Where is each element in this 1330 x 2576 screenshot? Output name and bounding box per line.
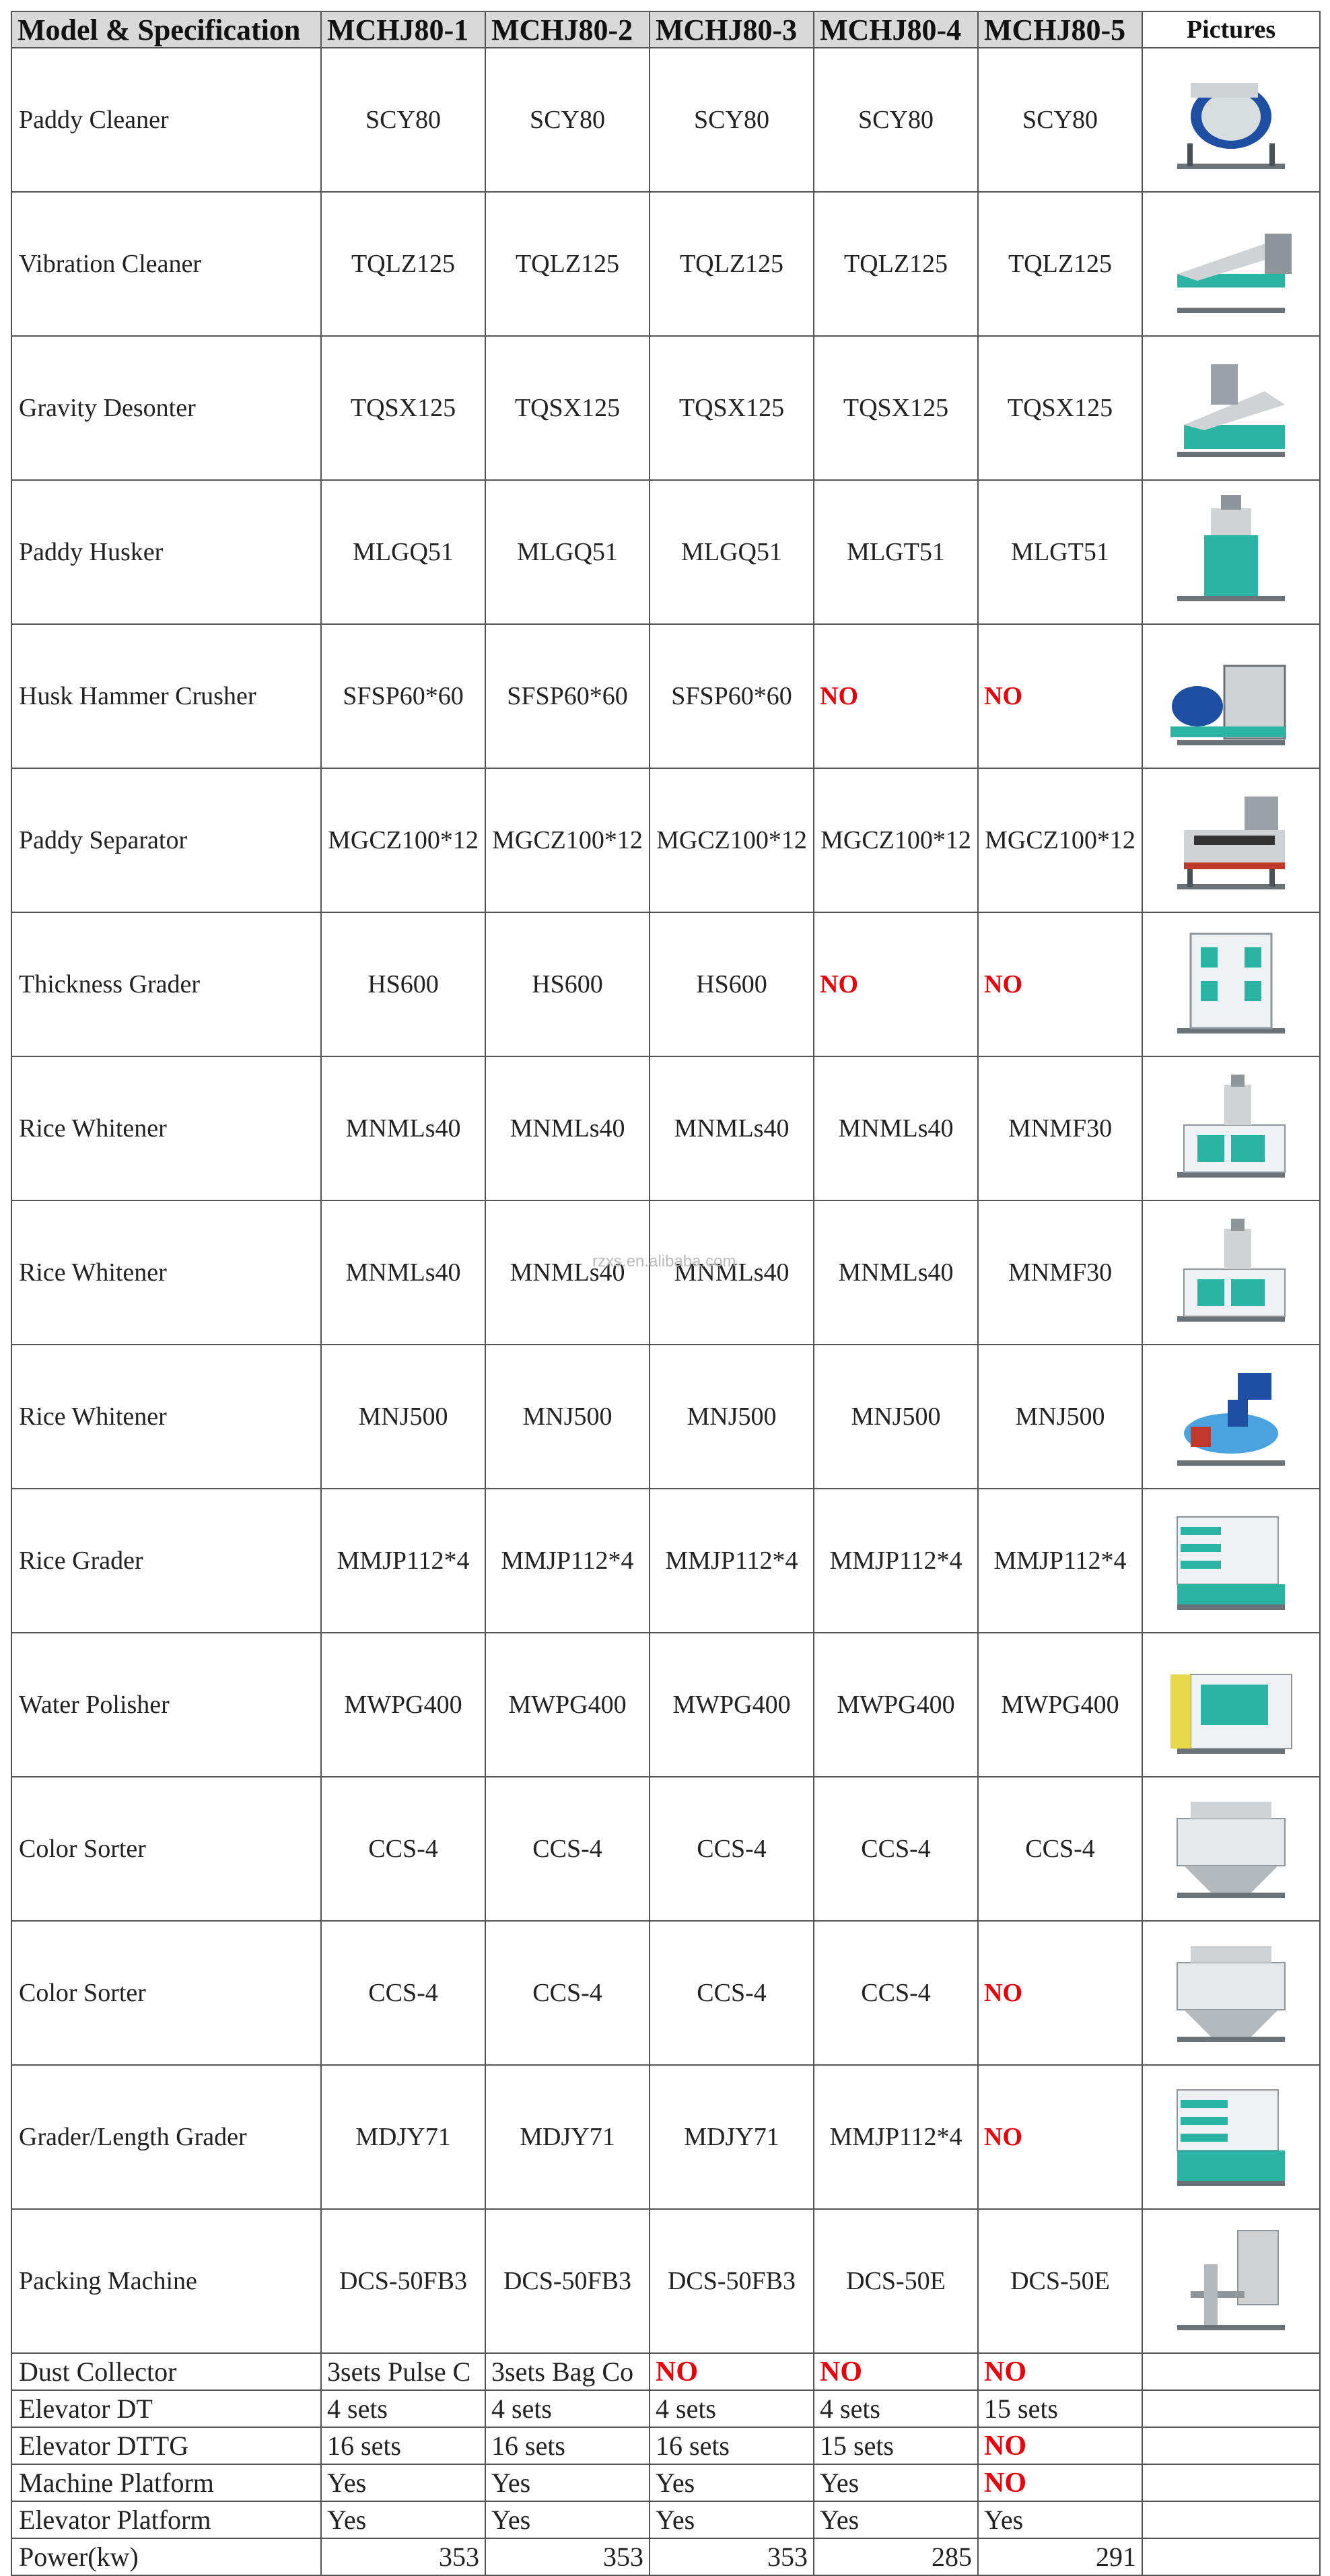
hammer-crusher-icon — [1164, 629, 1298, 757]
empty-picture-cell — [1142, 2353, 1320, 2390]
spec-cell: MNMLs40 — [485, 1056, 650, 1200]
equipment-name: Rice Grader — [11, 1489, 321, 1633]
spec-cell: NO — [978, 624, 1142, 768]
thickness-grader-icon — [1164, 917, 1298, 1045]
machine-picture — [1142, 768, 1320, 912]
equipment-name: Color Sorter — [11, 1921, 321, 2065]
spec-cell: MNMLs40 — [814, 1200, 978, 1345]
spec-cell: 3sets Bag Co — [485, 2353, 650, 2390]
spec-cell: 16 sets — [485, 2427, 650, 2464]
spec-cell: TQLZ125 — [650, 192, 814, 336]
paddy-separator-icon — [1164, 773, 1298, 901]
spec-cell: MGCZ100*12 — [321, 768, 485, 912]
spec-cell: MWPG400 — [650, 1633, 814, 1777]
spec-sheet — [11, 11, 1319, 2576]
rice-grader-icon — [1164, 1493, 1298, 1621]
machine-picture — [1142, 2065, 1320, 2209]
spec-cell: DCS-50FB3 — [650, 2209, 814, 2353]
equipment-name: Rice Whitener — [11, 1056, 321, 1200]
table-row — [11, 1633, 1320, 1777]
spec-cell: MNMLs40 — [321, 1056, 485, 1200]
spec-cell: 353 — [650, 2538, 814, 2575]
table-row — [11, 768, 1320, 912]
equipment-name: Rice Whitener — [11, 1200, 321, 1345]
equipment-name: Paddy Cleaner — [11, 48, 321, 192]
spec-cell: MNJ500 — [814, 1345, 978, 1489]
spec-cell: NO — [978, 2065, 1142, 2209]
machine-picture — [1142, 1777, 1320, 1921]
machine-picture — [1142, 1056, 1320, 1200]
drum-cleaner-icon — [1164, 53, 1298, 180]
table-row — [11, 2065, 1320, 2209]
husker-icon — [1164, 485, 1298, 613]
model-header: MCHJ80-5 — [978, 11, 1142, 48]
equipment-name: Paddy Separator — [11, 768, 321, 912]
spec-cell: SCY80 — [650, 48, 814, 192]
color-sorter-icon — [1164, 1782, 1298, 1909]
spec-cell: SFSP60*60 — [650, 624, 814, 768]
rice-whitener-icon — [1164, 1205, 1298, 1333]
spec-cell: NO — [978, 2427, 1142, 2464]
spec-cell: MLGT51 — [814, 480, 978, 624]
spec-cell: TQSX125 — [978, 336, 1142, 480]
spec-cell: SCY80 — [321, 48, 485, 192]
table-row — [11, 912, 1320, 1056]
spec-cell: DCS-50E — [978, 2209, 1142, 2353]
spec-cell: MNJ500 — [978, 1345, 1142, 1489]
spec-cell: CCS-4 — [814, 1777, 978, 1921]
equipment-name: Rice Whitener — [11, 1345, 321, 1489]
header-row — [11, 11, 1320, 48]
machine-picture — [1142, 192, 1320, 336]
spec-cell: NO — [978, 2464, 1142, 2501]
table-row — [11, 1345, 1320, 1489]
machine-picture — [1142, 1345, 1320, 1489]
spec-cell: 15 sets — [814, 2427, 978, 2464]
model-header: MCHJ80-3 — [650, 11, 814, 48]
table-body — [11, 48, 1320, 2575]
spec-cell: TQLZ125 — [814, 192, 978, 336]
table-row — [11, 480, 1320, 624]
table-row — [11, 2353, 1320, 2390]
table-row — [11, 1777, 1320, 1921]
blue-whitener-icon — [1164, 1349, 1298, 1477]
spec-cell: MMJP112*4 — [321, 1489, 485, 1633]
spec-cell: MMJP112*4 — [814, 2065, 978, 2209]
spec-cell: MLGT51 — [978, 480, 1142, 624]
machine-picture — [1142, 1921, 1320, 2065]
spec-cell: MWPG400 — [978, 1633, 1142, 1777]
spec-cell: HS600 — [485, 912, 650, 1056]
spec-cell: NO — [650, 2353, 814, 2390]
equipment-name: Elevator Platform — [11, 2501, 321, 2538]
spec-cell: MLGQ51 — [321, 480, 485, 624]
spec-cell: 4 sets — [485, 2390, 650, 2427]
spec-cell: CCS-4 — [485, 1921, 650, 2065]
spec-cell: TQLZ125 — [978, 192, 1142, 336]
spec-cell: Yes — [814, 2464, 978, 2501]
spec-cell: MLGQ51 — [485, 480, 650, 624]
machine-picture — [1142, 1489, 1320, 1633]
equipment-name: Husk Hammer Crusher — [11, 624, 321, 768]
model-header: MCHJ80-4 — [814, 11, 978, 48]
watermark-text: rzxs.en.alibaba.com — [592, 1252, 736, 1270]
spec-cell: MDJY71 — [485, 2065, 650, 2209]
spec-cell: MNMLs40 — [650, 1200, 814, 1345]
spec-cell: MWPG400 — [485, 1633, 650, 1777]
spec-cell: CCS-4 — [650, 1921, 814, 2065]
machine-picture — [1142, 624, 1320, 768]
spec-cell: 285 — [814, 2538, 978, 2575]
rice-whitener-icon — [1164, 1061, 1298, 1189]
table-row — [11, 2501, 1320, 2538]
equipment-name: Grader/Length Grader — [11, 2065, 321, 2209]
table-row — [11, 1056, 1320, 1200]
vibration-cleaner-icon — [1164, 197, 1298, 325]
spec-cell: MNMLs40 — [814, 1056, 978, 1200]
spec-cell: MNJ500 — [321, 1345, 485, 1489]
spec-cell: NO — [978, 912, 1142, 1056]
spec-cell: TQSX125 — [814, 336, 978, 480]
empty-picture-cell — [1142, 2501, 1320, 2538]
table-row — [11, 48, 1320, 192]
spec-cell: CCS-4 — [485, 1777, 650, 1921]
spec-cell: Yes — [650, 2464, 814, 2501]
water-polisher-icon — [1164, 1637, 1298, 1765]
machine-picture — [1142, 48, 1320, 192]
length-grader-icon — [1164, 2070, 1298, 2198]
spec-cell: CCS-4 — [978, 1777, 1142, 1921]
spec-cell: SCY80 — [485, 48, 650, 192]
machine-picture — [1142, 912, 1320, 1056]
equipment-name: Paddy Husker — [11, 480, 321, 624]
table-row — [11, 1921, 1320, 2065]
table-row — [11, 192, 1320, 336]
spec-cell: MNMLs40 — [650, 1056, 814, 1200]
empty-picture-cell — [1142, 2464, 1320, 2501]
spec-cell: MGCZ100*12 — [485, 768, 650, 912]
spec-cell: MGCZ100*12 — [814, 768, 978, 912]
spec-cell: DCS-50FB3 — [321, 2209, 485, 2353]
spec-cell: Yes — [485, 2464, 650, 2501]
spec-cell: NO — [978, 1921, 1142, 2065]
equipment-name: Elevator DT — [11, 2390, 321, 2427]
equipment-name: Elevator DTTG — [11, 2427, 321, 2464]
spec-cell: MWPG400 — [814, 1633, 978, 1777]
equipment-name: Machine Platform — [11, 2464, 321, 2501]
pictures-header: Pictures — [1142, 11, 1320, 48]
spec-cell: TQSX125 — [650, 336, 814, 480]
spec-cell: DCS-50E — [814, 2209, 978, 2353]
spec-cell: SFSP60*60 — [321, 624, 485, 768]
spec-cell: Yes — [650, 2501, 814, 2538]
table-row — [11, 336, 1320, 480]
machine-picture — [1142, 336, 1320, 480]
machine-picture — [1142, 480, 1320, 624]
spec-cell: MDJY71 — [321, 2065, 485, 2209]
table-row — [11, 624, 1320, 768]
empty-picture-cell — [1142, 2538, 1320, 2575]
machine-picture — [1142, 1200, 1320, 1345]
spec-cell: MGCZ100*12 — [978, 768, 1142, 912]
equipment-name: Vibration Cleaner — [11, 192, 321, 336]
spec-cell: Yes — [978, 2501, 1142, 2538]
equipment-name: Thickness Grader — [11, 912, 321, 1056]
spec-cell: MWPG400 — [321, 1633, 485, 1777]
spec-cell: MMJP112*4 — [978, 1489, 1142, 1633]
spec-cell: 4 sets — [321, 2390, 485, 2427]
spec-cell: MNMLs40 — [485, 1200, 650, 1345]
equipment-name: Packing Machine — [11, 2209, 321, 2353]
spec-cell: MMJP112*4 — [485, 1489, 650, 1633]
table-row — [11, 2427, 1320, 2464]
equipment-name: Dust Collector — [11, 2353, 321, 2390]
equipment-name: Color Sorter — [11, 1777, 321, 1921]
spec-cell: NO — [978, 2353, 1142, 2390]
table-row — [11, 2390, 1320, 2427]
spec-cell: 3sets Pulse C — [321, 2353, 485, 2390]
spec-cell: MNMF30 — [978, 1056, 1142, 1200]
spec-cell: TQLZ125 — [485, 192, 650, 336]
spec-cell: SCY80 — [814, 48, 978, 192]
spec-cell: MMJP112*4 — [650, 1489, 814, 1633]
machine-picture — [1142, 2209, 1320, 2353]
table-row — [11, 1489, 1320, 1633]
packing-machine-icon — [1164, 2214, 1298, 2342]
spec-cell: NO — [814, 912, 978, 1056]
spec-cell: Yes — [814, 2501, 978, 2538]
spec-cell: SCY80 — [978, 48, 1142, 192]
spec-cell: 16 sets — [321, 2427, 485, 2464]
spec-cell: HS600 — [321, 912, 485, 1056]
spec-cell: CCS-4 — [650, 1777, 814, 1921]
spec-cell: 291 — [978, 2538, 1142, 2575]
spec-cell: MMJP112*4 — [814, 1489, 978, 1633]
spec-cell: MNJ500 — [485, 1345, 650, 1489]
equipment-name: Water Polisher — [11, 1633, 321, 1777]
spec-cell: MNJ500 — [650, 1345, 814, 1489]
table-row — [11, 2538, 1320, 2575]
empty-picture-cell — [1142, 2390, 1320, 2427]
spec-cell: SFSP60*60 — [485, 624, 650, 768]
spec-cell: MNMF30 — [978, 1200, 1142, 1345]
spec-cell: Yes — [321, 2501, 485, 2538]
spec-cell: NO — [814, 2353, 978, 2390]
spec-header: Model & Specification — [11, 11, 321, 48]
equipment-name: Gravity Desonter — [11, 336, 321, 480]
spec-cell: CCS-4 — [321, 1777, 485, 1921]
spec-table — [11, 11, 1321, 2576]
spec-cell: 15 sets — [978, 2390, 1142, 2427]
spec-cell: NO — [814, 624, 978, 768]
empty-picture-cell — [1142, 2427, 1320, 2464]
spec-cell: HS600 — [650, 912, 814, 1056]
spec-cell: CCS-4 — [814, 1921, 978, 2065]
spec-cell: MLGQ51 — [650, 480, 814, 624]
spec-cell: DCS-50FB3 — [485, 2209, 650, 2353]
spec-cell: 16 sets — [650, 2427, 814, 2464]
spec-cell: Yes — [321, 2464, 485, 2501]
spec-cell: TQSX125 — [321, 336, 485, 480]
model-header: MCHJ80-1 — [321, 11, 485, 48]
spec-cell: CCS-4 — [321, 1921, 485, 2065]
table-row — [11, 1200, 1320, 1345]
color-sorter-icon — [1164, 1926, 1298, 2054]
spec-cell: MNMLs40 — [321, 1200, 485, 1345]
equipment-name: Power(kw) — [11, 2538, 321, 2575]
spec-cell: 4 sets — [814, 2390, 978, 2427]
table-row — [11, 2209, 1320, 2353]
spec-cell: MDJY71 — [650, 2065, 814, 2209]
spec-cell: MGCZ100*12 — [650, 768, 814, 912]
table-row — [11, 2464, 1320, 2501]
spec-cell: TQSX125 — [485, 336, 650, 480]
spec-cell: 353 — [485, 2538, 650, 2575]
spec-cell: 353 — [321, 2538, 485, 2575]
spec-cell: Yes — [485, 2501, 650, 2538]
spec-cell: TQLZ125 — [321, 192, 485, 336]
machine-picture — [1142, 1633, 1320, 1777]
spec-cell: 4 sets — [650, 2390, 814, 2427]
destoner-icon — [1164, 341, 1298, 469]
model-header: MCHJ80-2 — [485, 11, 650, 48]
